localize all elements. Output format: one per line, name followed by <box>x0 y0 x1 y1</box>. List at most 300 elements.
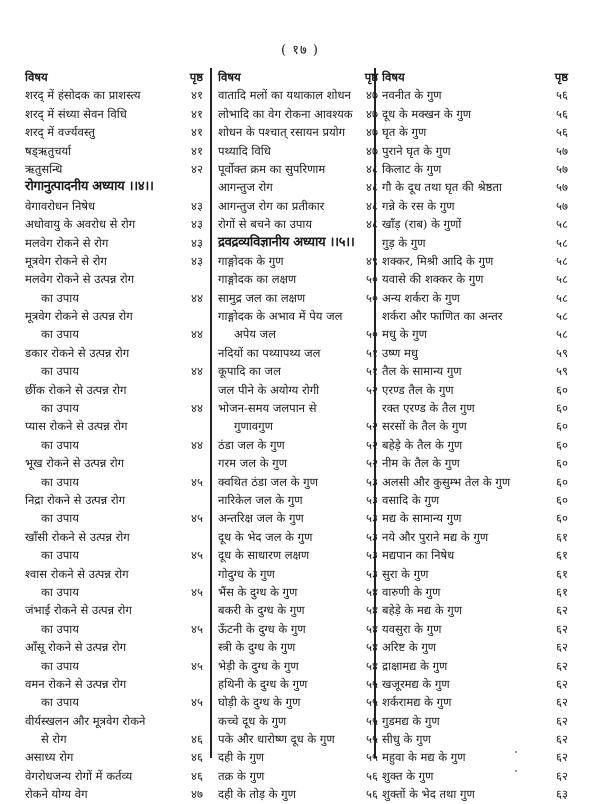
entry-page: ५९ <box>556 345 568 360</box>
toc-entry <box>25 160 205 178</box>
entry-page: ४१ <box>191 106 203 121</box>
toc-entry <box>25 638 205 656</box>
entry-title: गोदुग्ध के गुण <box>218 566 275 581</box>
entry-title: विषय <box>382 70 405 84</box>
toc-entry <box>25 105 205 123</box>
toc-entry <box>382 712 582 730</box>
entry-page: ५० <box>366 272 378 287</box>
entry-title: खाँड़ (राब) के गुणों <box>382 217 462 232</box>
toc-entry <box>218 767 378 785</box>
entry-title: का उपाय <box>41 658 79 673</box>
page-number: ( १७ ) <box>281 43 319 58</box>
entry-page: पृष्ठ <box>189 70 203 84</box>
toc-column-1 <box>25 68 205 802</box>
entry-page: ५२ <box>366 456 378 471</box>
toc-entry <box>25 528 205 546</box>
toc-entry <box>218 565 378 583</box>
toc-entry <box>218 712 378 730</box>
entry-page: ५३ <box>366 511 378 526</box>
entry-title: पूर्वोक्त क्रम का सुपरिणाम <box>218 161 326 176</box>
toc-entry <box>218 307 378 325</box>
entry-title: का उपाय <box>41 437 79 452</box>
toc-entry <box>382 417 582 435</box>
toc-entry <box>218 289 378 307</box>
entry-title: अन्तरिक्ष जल के गुण <box>218 511 304 526</box>
entry-title: प्यास रोकने से उत्पन्न रोग <box>25 419 128 434</box>
entry-title: पथ्यादि विधि <box>218 143 271 158</box>
toc-entry <box>218 86 378 104</box>
entry-title: ऋतुसन्धि <box>25 161 63 176</box>
toc-entry <box>382 601 582 619</box>
toc-entry <box>218 454 378 472</box>
column-header <box>382 68 582 86</box>
toc-entry <box>25 675 205 693</box>
entry-page: ५८ <box>556 309 568 324</box>
entry-page: ५६ <box>556 88 568 103</box>
entry-title: वेगरोधजन्य रोगों में कर्तव्य <box>25 768 133 783</box>
entry-title: पुराने घृत के गुण <box>382 143 451 158</box>
toc-entry <box>382 344 582 362</box>
entry-page: ६२ <box>556 768 568 783</box>
toc-entry <box>25 234 205 252</box>
entry-title: का उपाय <box>41 474 79 489</box>
toc-entry <box>25 344 205 362</box>
toc-entry <box>382 289 582 307</box>
toc-entry <box>382 399 582 417</box>
entry-page: ५१ <box>366 345 378 360</box>
chapter-heading <box>218 234 378 252</box>
entry-page: ५४ <box>366 621 378 636</box>
entry-page: ४२ <box>191 161 203 176</box>
toc-entry <box>25 657 205 675</box>
toc-entry <box>218 730 378 748</box>
entry-title: सीधु के गुण <box>382 732 431 747</box>
toc-entry <box>25 307 205 325</box>
entry-page: ४५ <box>191 548 203 563</box>
toc-entry <box>218 417 378 435</box>
entry-page: ५३ <box>366 548 378 563</box>
entry-page: ५५ <box>366 695 378 710</box>
entry-title: डकार रोकने से उत्पन्न रोग <box>25 345 130 360</box>
entry-title: आँसू रोकने से उत्पन्न रोग <box>25 640 127 655</box>
entry-title: शर्करामद्य के गुण <box>382 695 452 710</box>
entry-page: ४४ <box>191 437 203 452</box>
entry-page: ४७ <box>366 125 378 140</box>
toc-entry <box>218 325 378 343</box>
entry-title: छींक रोकने से उत्पन्न रोग <box>25 382 127 397</box>
toc-entry <box>25 270 205 288</box>
entry-title: दूध के साधारण लक्षण <box>218 548 310 563</box>
entry-title: का उपाय <box>41 401 79 416</box>
entry-page: ५४ <box>366 640 378 655</box>
toc-entry <box>218 528 378 546</box>
entry-title: रक्त एरण्ड के तैल गुण <box>382 401 475 416</box>
toc-entry <box>218 381 378 399</box>
entry-title: गुड़ के गुण <box>382 235 426 250</box>
toc-entry <box>382 86 582 104</box>
toc-entry <box>25 601 205 619</box>
toc-entry <box>382 528 582 546</box>
toc-column-2 <box>210 68 378 802</box>
entry-title: अलसी और कुसुम्भ तेल के गुण <box>382 474 511 489</box>
entry-page: ६० <box>556 401 568 416</box>
toc-entry <box>382 381 582 399</box>
entry-title: शर्करा और फाणित का अन्तर <box>382 309 503 324</box>
entry-page: ६२ <box>556 713 568 728</box>
toc-entry <box>25 252 205 270</box>
scan-specks <box>515 738 535 742</box>
entry-title: ऊँटनी के दुग्ध के गुण <box>218 621 306 636</box>
entry-title: षड्ऋतुचर्या <box>25 143 72 158</box>
entry-title: का उपाय <box>41 327 79 342</box>
entry-page: ५४ <box>366 658 378 673</box>
entry-title: मद्य के सामान्य गुण <box>382 511 462 526</box>
entry-page: ५२ <box>366 419 378 434</box>
toc-entry <box>218 105 378 123</box>
toc-entry <box>382 546 582 564</box>
toc-entry <box>218 509 378 527</box>
toc-entry <box>382 252 582 270</box>
toc-entry <box>25 142 205 160</box>
toc-entry <box>218 620 378 638</box>
toc-entry <box>25 381 205 399</box>
entry-title: दूध के मक्खन के गुण <box>382 106 472 121</box>
entry-title: आगन्तुज रोग का प्रतीकार <box>218 198 325 213</box>
entry-title: स्त्री के दुग्ध के गुण <box>218 640 296 655</box>
entry-title: किलाट के गुण <box>382 161 442 176</box>
entry-title: मूत्रवेग रोकने से रोग <box>25 253 107 268</box>
entry-title: घोड़ी के दुग्ध के गुण <box>218 695 301 710</box>
entry-title: कूपादि का जल <box>218 364 281 379</box>
table-of-contents <box>25 68 585 802</box>
entry-page: ४८ <box>366 180 378 195</box>
entry-page: ६२ <box>556 676 568 691</box>
entry-title: शोधन के पश्चात् रसायन प्रयोग <box>218 125 346 140</box>
toc-entry <box>382 160 582 178</box>
entry-title: हथिनी के दुग्ध के गुण <box>218 676 308 691</box>
toc-column-3 <box>374 68 582 802</box>
entry-page: ६३ <box>556 787 568 802</box>
entry-title: खजूरमद्य के गुण <box>382 676 450 691</box>
entry-page: ६० <box>556 419 568 434</box>
entry-title: एरण्ड तैल के गुण <box>382 382 454 397</box>
entry-page: ४१ <box>191 125 203 140</box>
entry-page: ५९ <box>556 364 568 379</box>
entry-title: विषय <box>218 70 241 84</box>
entry-page: ५७ <box>556 161 568 176</box>
toc-entry <box>218 583 378 601</box>
entry-page: ५१ <box>366 364 378 379</box>
entry-page: ४५ <box>191 474 203 489</box>
entry-page: ६२ <box>556 621 568 636</box>
entry-title: का उपाय <box>41 290 79 305</box>
entry-title: द्राक्षामद्य के गुण <box>382 658 448 673</box>
toc-entry <box>382 767 582 785</box>
toc-entry <box>218 675 378 693</box>
toc-entry <box>382 785 582 803</box>
toc-entry <box>382 234 582 252</box>
entry-title: मद्यपान का निषेध <box>382 548 455 563</box>
toc-entry <box>382 215 582 233</box>
entry-page: ५० <box>366 327 378 342</box>
entry-page: ६० <box>556 437 568 452</box>
entry-page: ४६ <box>191 732 203 747</box>
toc-entry <box>382 693 582 711</box>
entry-title: रोगानुत्पादनीय अध्याय ।।४।। <box>25 179 154 195</box>
toc-entry <box>25 86 205 104</box>
toc-entry <box>218 344 378 362</box>
entry-page: ५७ <box>556 143 568 158</box>
entry-page: ४१ <box>191 143 203 158</box>
entry-page: ४५ <box>191 621 203 636</box>
entry-title: अरिष्ट के गुण <box>382 640 437 655</box>
entry-title: खाँसी रोकने से उत्पन्न रोग <box>25 529 130 544</box>
toc-entry <box>25 417 205 435</box>
entry-page: ५० <box>366 290 378 305</box>
entry-title: गन्ने के रस के गुण <box>382 198 455 213</box>
entry-page: ५६ <box>366 768 378 783</box>
entry-page: ५३ <box>366 492 378 507</box>
toc-entry <box>25 197 205 215</box>
toc-entry <box>382 473 582 491</box>
entry-page: ४८ <box>366 161 378 176</box>
entry-title: गरम जल के गुण <box>218 456 287 471</box>
toc-entry <box>218 399 378 417</box>
entry-page: ४६ <box>191 750 203 765</box>
entry-page: ४३ <box>191 235 203 250</box>
entry-title: तैल के सामान्य गुण <box>382 364 462 379</box>
entry-page: ५८ <box>556 327 568 342</box>
entry-title: श्वास रोकने से उत्पन्न रोग <box>25 566 129 581</box>
toc-entry <box>382 123 582 141</box>
entry-title: उष्ण मधु <box>382 345 418 360</box>
entry-title: भूख रोकने से उत्पन्न रोग <box>25 456 125 471</box>
entry-title: का उपाय <box>41 364 79 379</box>
entry-page: ४५ <box>191 584 203 599</box>
toc-entry <box>218 270 378 288</box>
entry-title: बहेड़े के मद्य के गुण <box>382 603 463 618</box>
entry-title: गौ के दूध तथा घृत की श्रेष्ठता <box>382 180 502 195</box>
entry-page: ४६ <box>191 768 203 783</box>
entry-title: दही के गुण <box>218 750 265 765</box>
toc-entry <box>218 693 378 711</box>
entry-title: ठंडा जल के गुण <box>218 437 285 452</box>
entry-title: जंभाई रोकने से उत्पन्न रोग <box>25 603 132 618</box>
entry-page: ६२ <box>556 603 568 618</box>
entry-page: ४१ <box>191 88 203 103</box>
entry-title: का उपाय <box>41 511 79 526</box>
toc-entry <box>25 473 205 491</box>
entry-title: भेड़ी के दुग्ध के गुण <box>218 658 299 673</box>
toc-entry <box>218 252 378 270</box>
entry-page: ५७ <box>556 180 568 195</box>
entry-page: ५५ <box>366 676 378 691</box>
toc-entry <box>218 142 378 160</box>
entry-title: गुडमद्य के गुण <box>382 713 440 728</box>
entry-title: सामुद्र जल का लक्षण <box>218 290 306 305</box>
entry-page: ४७ <box>366 106 378 121</box>
entry-title: अपेय जल <box>234 327 276 342</box>
toc-entry <box>25 546 205 564</box>
entry-title: का उपाय <box>41 695 79 710</box>
entry-page: पृष्ठ <box>364 70 378 84</box>
toc-entry <box>382 325 582 343</box>
entry-title: नदियों का पथ्यापथ्य जल <box>218 345 321 360</box>
entry-title: तक्र के गुण <box>218 768 265 783</box>
entry-title: मूत्रवेग रोकने से उत्पन्न रोग <box>25 309 133 324</box>
toc-entry <box>218 123 378 141</box>
chapter-heading <box>25 178 205 196</box>
toc-entry <box>25 491 205 509</box>
toc-entry <box>218 601 378 619</box>
entry-title: शरद् में हंसोदक का प्राशस्त्य <box>25 88 141 103</box>
toc-entry <box>382 583 582 601</box>
toc-entry <box>218 178 378 196</box>
toc-entry <box>218 657 378 675</box>
toc-entry <box>382 491 582 509</box>
entry-page: ६१ <box>556 566 568 581</box>
column-header <box>218 68 378 86</box>
entry-title: वातादि मलों का यथाकाल शोधन <box>218 88 351 103</box>
toc-entry <box>25 712 205 730</box>
entry-page: ५६ <box>556 106 568 121</box>
entry-title: का उपाय <box>41 584 79 599</box>
entry-page: ६१ <box>556 584 568 599</box>
entry-page: ६० <box>556 511 568 526</box>
toc-entry <box>25 583 205 601</box>
toc-entry <box>25 509 205 527</box>
toc-entry <box>382 638 582 656</box>
entry-title: का उपाय <box>41 548 79 563</box>
entry-page: ५५ <box>366 732 378 747</box>
entry-page: ५५ <box>366 750 378 765</box>
toc-entry <box>218 748 378 766</box>
entry-title: बहेड़े के तैल के गुण <box>382 437 463 452</box>
toc-entry <box>25 454 205 472</box>
toc-entry <box>25 399 205 417</box>
entry-title: शरद् में संध्या सेवन विधि <box>25 106 127 121</box>
toc-entry <box>382 362 582 380</box>
toc-entry <box>382 142 582 160</box>
toc-entry <box>218 546 378 564</box>
entry-title: मलवेग रोकने से उत्पन्न रोग <box>25 272 135 287</box>
entry-title: वमन रोकने से उत्पन्न रोग <box>25 676 127 691</box>
entry-title: पके और धारोष्ण दूध के गुण <box>218 732 335 747</box>
toc-entry <box>25 123 205 141</box>
entry-page: ५५ <box>366 713 378 728</box>
entry-title: गाङ्गोदक के अभाव में पेय जल <box>218 309 343 324</box>
entry-page: ५८ <box>556 217 568 232</box>
entry-page: ६० <box>556 456 568 471</box>
toc-entry <box>25 730 205 748</box>
entry-title: शरद् में वर्ज्यवस्तु <box>25 125 95 140</box>
toc-entry <box>218 436 378 454</box>
entry-page: ४३ <box>191 198 203 213</box>
entry-page: ६२ <box>556 695 568 710</box>
entry-page: ४५ <box>191 511 203 526</box>
entry-title: दही के तोड़ के गुण <box>218 787 296 802</box>
toc-entry <box>218 785 378 803</box>
entry-title: वीर्यस्खलन और मूत्रवेग रोकने <box>25 713 146 728</box>
toc-entry <box>25 325 205 343</box>
entry-title: क्वथित ठंडा जल के गुण <box>218 474 318 489</box>
entry-title: असाध्य रोग <box>25 750 74 765</box>
entry-page: ४५ <box>191 658 203 673</box>
toc-entry <box>25 565 205 583</box>
toc-entry <box>382 436 582 454</box>
entry-page: ६० <box>556 382 568 397</box>
entry-page: ६१ <box>556 548 568 563</box>
entry-title: मधु के गुण <box>382 327 427 342</box>
toc-entry <box>218 638 378 656</box>
toc-entry <box>382 657 582 675</box>
entry-page: ५६ <box>556 125 568 140</box>
entry-title: गाङ्गोदक का लक्षण <box>218 272 297 287</box>
entry-title: वारुणी के गुण <box>382 584 441 599</box>
entry-page: ४४ <box>191 290 203 305</box>
toc-entry <box>25 215 205 233</box>
entry-title: विषय <box>25 70 48 84</box>
toc-entry <box>218 197 378 215</box>
toc-entry <box>218 215 378 233</box>
toc-entry <box>382 178 582 196</box>
entry-title: अन्य शर्करा के गुण <box>382 290 460 305</box>
entry-page: ४९ <box>366 253 378 268</box>
entry-page: ५२ <box>366 382 378 397</box>
toc-entry <box>218 473 378 491</box>
entry-title: रोगों से बचने का उपाय <box>218 217 313 232</box>
entry-page: ६२ <box>556 750 568 765</box>
toc-entry <box>382 454 582 472</box>
entry-page: ५६ <box>366 787 378 802</box>
column-header <box>25 68 205 86</box>
entry-title: शुक्त के गुण <box>382 768 434 783</box>
entry-page: ४८ <box>366 198 378 213</box>
toc-entry <box>382 307 582 325</box>
entry-page: ५२ <box>366 437 378 452</box>
entry-page: पृष्ठ <box>554 70 568 84</box>
entry-title: गुणावगुण <box>234 419 273 434</box>
toc-entry <box>382 748 582 766</box>
entry-title: का उपाय <box>41 621 79 636</box>
entry-page: ४४ <box>191 364 203 379</box>
entry-title: सरसों के तैल के गुण <box>382 419 467 434</box>
toc-entry <box>382 620 582 638</box>
entry-title: दूध के भेद जल के गुण <box>218 529 313 544</box>
toc-entry <box>382 105 582 123</box>
toc-entry <box>25 693 205 711</box>
toc-entry <box>25 748 205 766</box>
entry-title: से रोग <box>41 732 67 747</box>
entry-page: ४४ <box>191 401 203 416</box>
toc-entry <box>382 730 582 748</box>
toc-entry <box>218 491 378 509</box>
entry-title: नवनीत के गुण <box>382 88 442 103</box>
entry-page: ५८ <box>556 253 568 268</box>
entry-page: ४३ <box>191 253 203 268</box>
entry-page: ५३ <box>366 474 378 489</box>
toc-entry <box>218 160 378 178</box>
entry-title: रोकने योग्य वेग <box>25 787 88 802</box>
entry-title: वेगावरोधन निषेध <box>25 198 96 213</box>
toc-entry <box>382 675 582 693</box>
entry-page: ६२ <box>556 658 568 673</box>
toc-entry <box>25 289 205 307</box>
toc-entry <box>25 620 205 638</box>
entry-title: नये और पुराने मद्य के गुण <box>382 529 489 544</box>
toc-entry <box>382 197 582 215</box>
toc-entry <box>218 362 378 380</box>
